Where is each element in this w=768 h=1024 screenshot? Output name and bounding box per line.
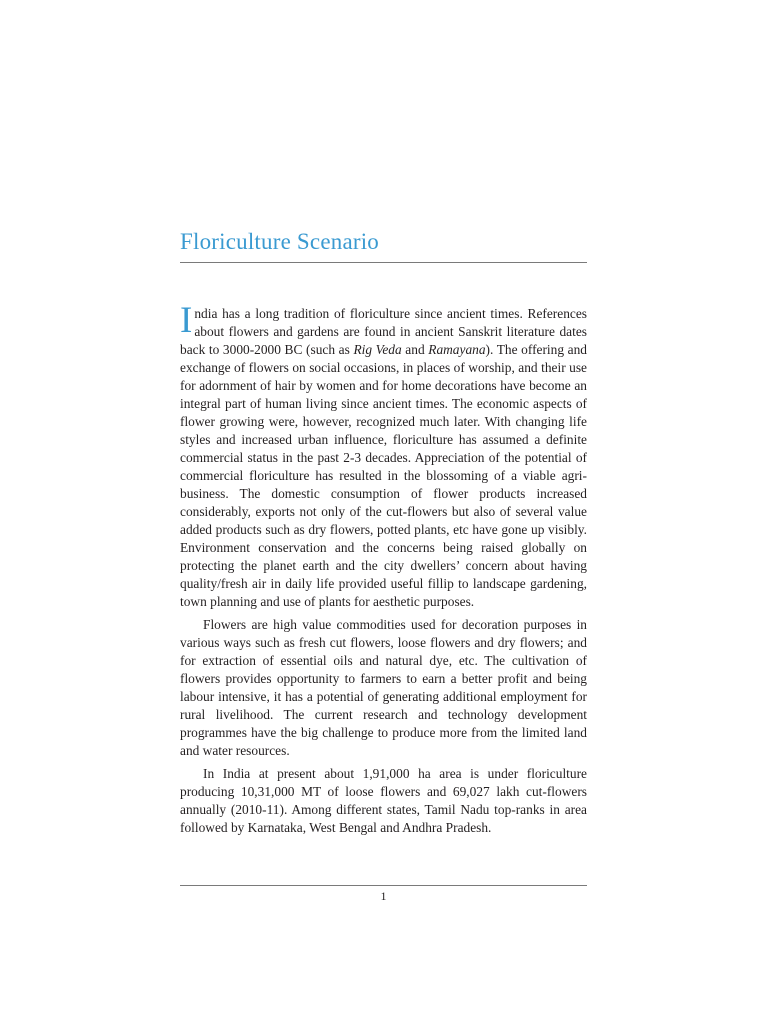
page-number: 1 — [380, 889, 387, 903]
body-text — [180, 300, 587, 837]
work-title-rig-veda: Rig Veda — [353, 342, 402, 357]
title-divider — [180, 262, 587, 263]
chapter-title: Floriculture Scenario — [180, 229, 380, 254]
footer-divider — [180, 885, 587, 886]
paragraph-3: In India at present about 1,91,000 ha area is under floriculture producing 10,31,000 MT of loose flowers and 69,027 lakh cut-flowers annually (2010-11). Among different states, Tamil Nadu top-ranks in area followed by Karnataka, West Bengal and Andhra Pradesh. — [180, 766, 587, 835]
paragraph-1-text-b: and — [401, 342, 429, 357]
book-page — [180, 0, 587, 1024]
work-title-ramayana: Ramayana — [428, 342, 486, 357]
paragraph-1-text-a: ndia has a long tradition of floriculture since ancient times. References about flowers and gardens are found in ancient Sanskrit literature dates back to 3000-2000 BC (such as — [180, 306, 587, 357]
drop-cap: I — [180, 300, 193, 341]
paragraph-2: Flowers are high value commodities used for decoration purposes in various ways such as fresh cut flowers, loose flowers and dry flowers; and for extraction of essential oils and natural dye, etc. The cultivation of flowers provides opportunity to farmers to earn a better profit and being labour intensive, it has a potential of generating additional employment for rural livelihood. The current research and technology development programmes have the big challenge to produce more from the limited land and water resources. — [180, 617, 587, 758]
paragraph-1-text-c: ). The offering and exchange of flowers on social occasions, in places of worship, and their use for adornment of hair by women and for home decorations have become an integral part of human living since ancient times. The economic aspects of flower growing were, however, recognized much later. With changing life styles and increased urban influence, floriculture has assumed a definite commercial status in the past 2-3 decades. Appreciation of the potential of commercial floriculture has resulted in the blossoming of a viable agri-business. The domestic consumption of flower products increased considerably, exports not only of the cut-flowers but also of several value added products such as dry flowers, potted plants, etc have gone up visibly. Environment conservation and the concerns being raised globally on protecting the planet earth and the city dwellers’ concern about having quality/fresh air in daily life provided useful fillip to landscape gardening, town planning and use of plants for aesthetic purposes. — [180, 342, 587, 609]
paragraph-1 — [180, 300, 587, 611]
